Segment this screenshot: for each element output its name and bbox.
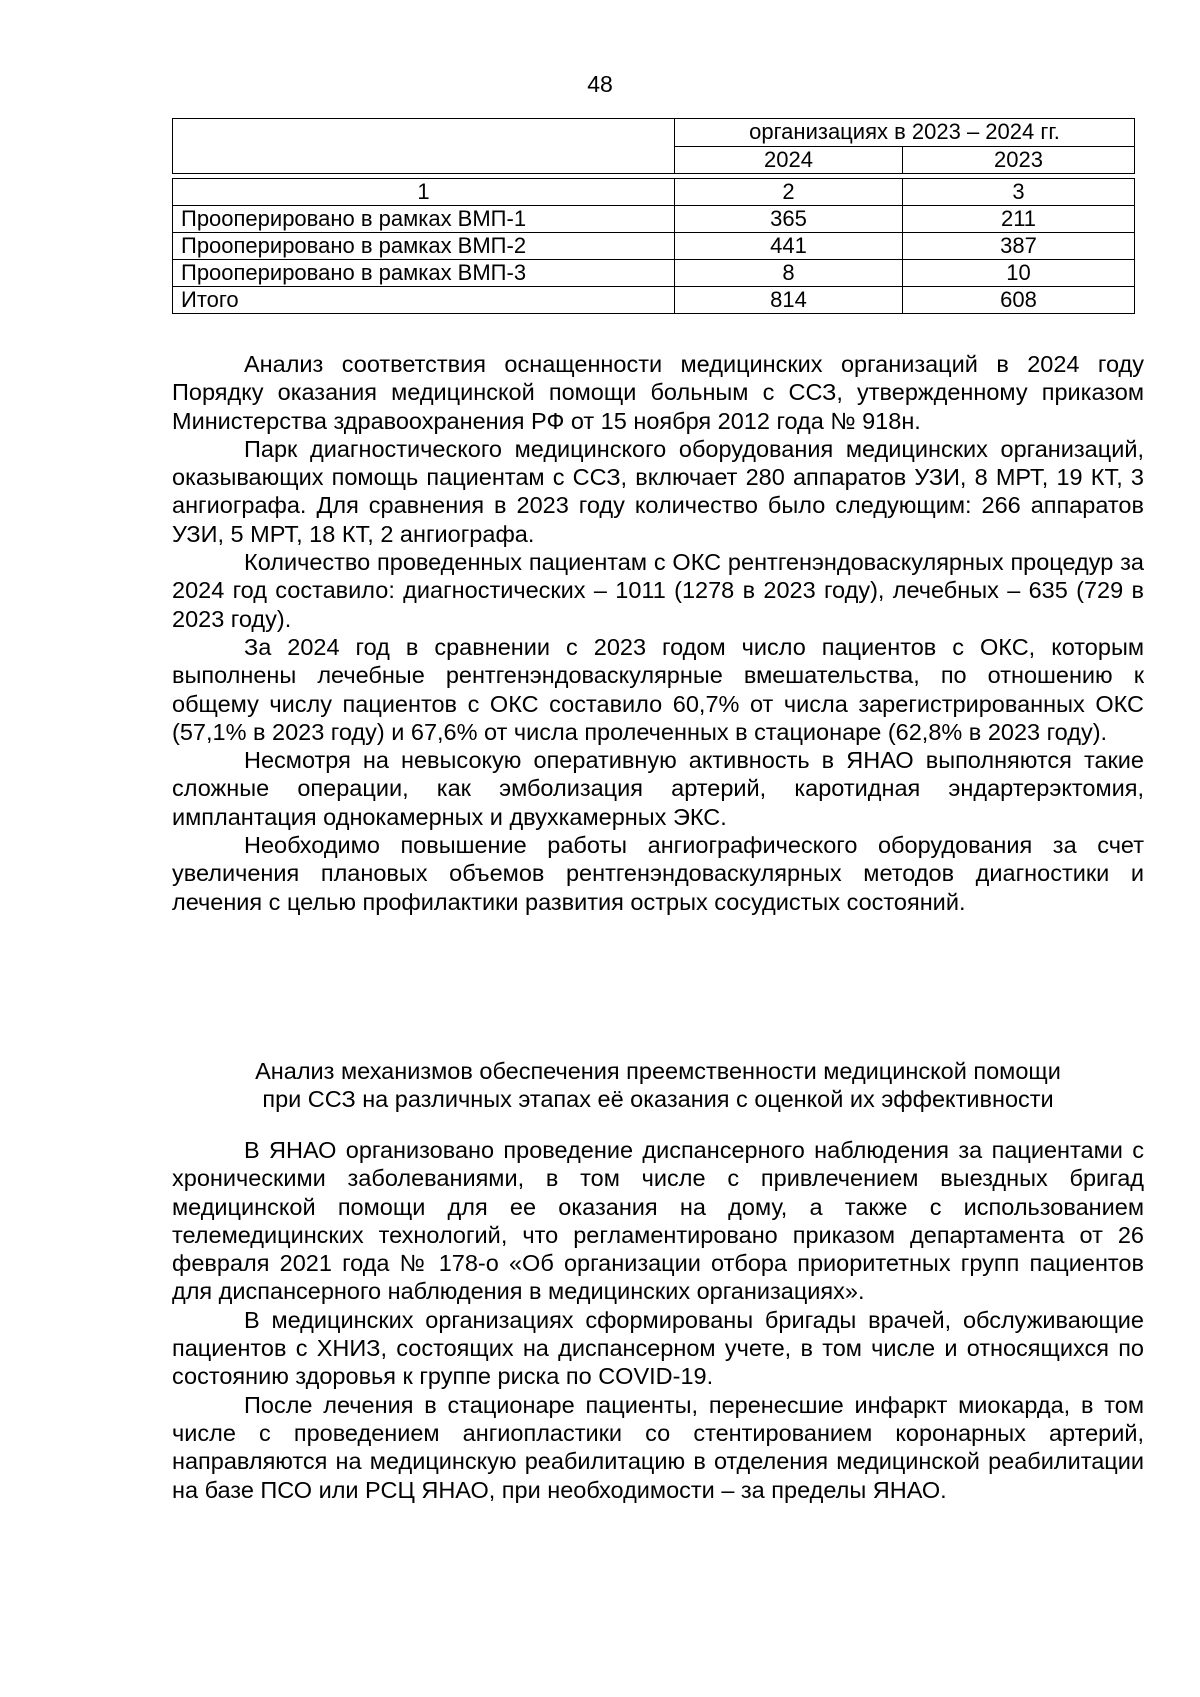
- table-year-header: 2024: [675, 146, 903, 174]
- paragraph: После лечения в стационаре пациенты, перенесшие инфаркт миокарда, в том числе с проведением ангиопластики со стентированием коронарных артерий, направляются на медицинскую реабилитацию в отделения медицинской реабилитации на базе ПСО или РСЦ ЯНАО, при необходимости – за пределы ЯНАО.: [172, 1391, 1144, 1503]
- table-header: [172, 118, 1135, 174]
- table-cell: 1: [173, 179, 675, 206]
- table-row: [173, 260, 1135, 287]
- page-number: 48: [587, 71, 613, 97]
- paragraph: Парк диагностического медицинского оборудования медицинских организаций, оказывающих помощь пациентам с ССЗ, включает 280 аппаратов УЗИ, 8 МРТ, 19 КТ, 3 ангиографа. Для сравнения в 2023 году количество было следующим: 266 аппаратов УЗИ, 5 МРТ, 18 КТ, 2 ангиографа.: [172, 435, 1144, 547]
- surgery-table: [172, 178, 1135, 314]
- section-heading: [172, 1057, 1144, 1114]
- body-text-section-2: [172, 1136, 1144, 1504]
- table-cell: 608: [903, 287, 1135, 314]
- body-text-section-1: [172, 350, 1144, 916]
- table-cell: 441: [675, 233, 903, 260]
- table-column-numbers-row: [173, 179, 1135, 206]
- section-heading-line: при ССЗ на различных этапах её оказания с оценкой их эффективности: [262, 1086, 1054, 1113]
- table-cell: 10: [903, 260, 1135, 287]
- table-cell: 387: [903, 233, 1135, 260]
- table-year-header: 2023: [903, 146, 1135, 174]
- table-total-row: [173, 287, 1135, 314]
- table-row: [173, 206, 1135, 233]
- paragraph: В ЯНАО организовано проведение диспансерного наблюдения за пациентами с хроническими заболеваниями, в том числе с привлечением выездных бригад медицинской помощи для ее оказания на дому, а также с использованием телемедицинских технологий, что регламентировано приказом департамента от 26 февраля 2021 года № 178-о «Об организации отбора приоритетных групп пациентов для диспансерного наблюдения в медицинских организациях».: [172, 1137, 1144, 1305]
- paragraph: Несмотря на невысокую оперативную активность в ЯНАО выполняются такие сложные операции, как эмболизация артерий, каротидная эндартерэктомия, имплантация однокамерных и двухкамерных ЭКС.: [172, 747, 1144, 830]
- section-heading-line: Анализ механизмов обеспечения преемственности медицинской помощи: [255, 1058, 1061, 1084]
- paragraph: В медицинских организациях сформированы бригады врачей, обслуживающие пациентов с ХНИЗ, состоящих на диспансерном учете, в том числе и относящихся по состоянию здоровья к группе риска по COVID-19.: [172, 1306, 1144, 1390]
- table-cell: Итого: [173, 287, 675, 314]
- table-header-blank-cell: [173, 119, 675, 174]
- paragraph: За 2024 год в сравнении с 2023 годом число пациентов с ОКС, которым выполнены лечебные рентгенэндоваскулярные вмешательства, по отношению к общему числу пациентов с ОКС составило 60,7% от числа зарегистрированных ОКС (57,1% в 2023 году) и 67,6% от числа пролеченных в стационаре (62,8% в 2023 году).: [172, 633, 1144, 745]
- table-group-header: организациях в 2023 – 2024 гг.: [675, 119, 1135, 147]
- table-cell: Прооперировано в рамках ВМП-2: [173, 233, 675, 260]
- table-cell: 3: [903, 179, 1135, 206]
- table-cell: 814: [675, 287, 903, 314]
- table-row: [173, 233, 1135, 260]
- table-cell: 365: [675, 206, 903, 233]
- table-cell: 8: [675, 260, 903, 287]
- table-cell: Прооперировано в рамках ВМП-3: [173, 260, 675, 287]
- table-cell: Прооперировано в рамках ВМП-1: [173, 206, 675, 233]
- paragraph: Необходимо повышение работы ангиографического оборудования за счет увеличения плановых объемов рентгенэндоваскулярных методов диагностики и лечения с целью профилактики развития острых сосудистых состояний.: [172, 832, 1144, 915]
- table-cell: 211: [903, 206, 1135, 233]
- paragraph: Анализ соответствия оснащенности медицинских организаций в 2024 году Порядку оказания медицинской помощи больным с ССЗ, утвержденному приказом Министерства здравоохранения РФ от 15 ноября 2012 года № 918н.: [172, 351, 1144, 434]
- table-cell: 2: [675, 179, 903, 206]
- paragraph: Количество проведенных пациентам с ОКС рентгенэндоваскулярных процедур за 2024 год составило: диагностических – 1011 (1278 в 2023 году), лечебных – 635 (729 в 2023 году).: [172, 549, 1144, 632]
